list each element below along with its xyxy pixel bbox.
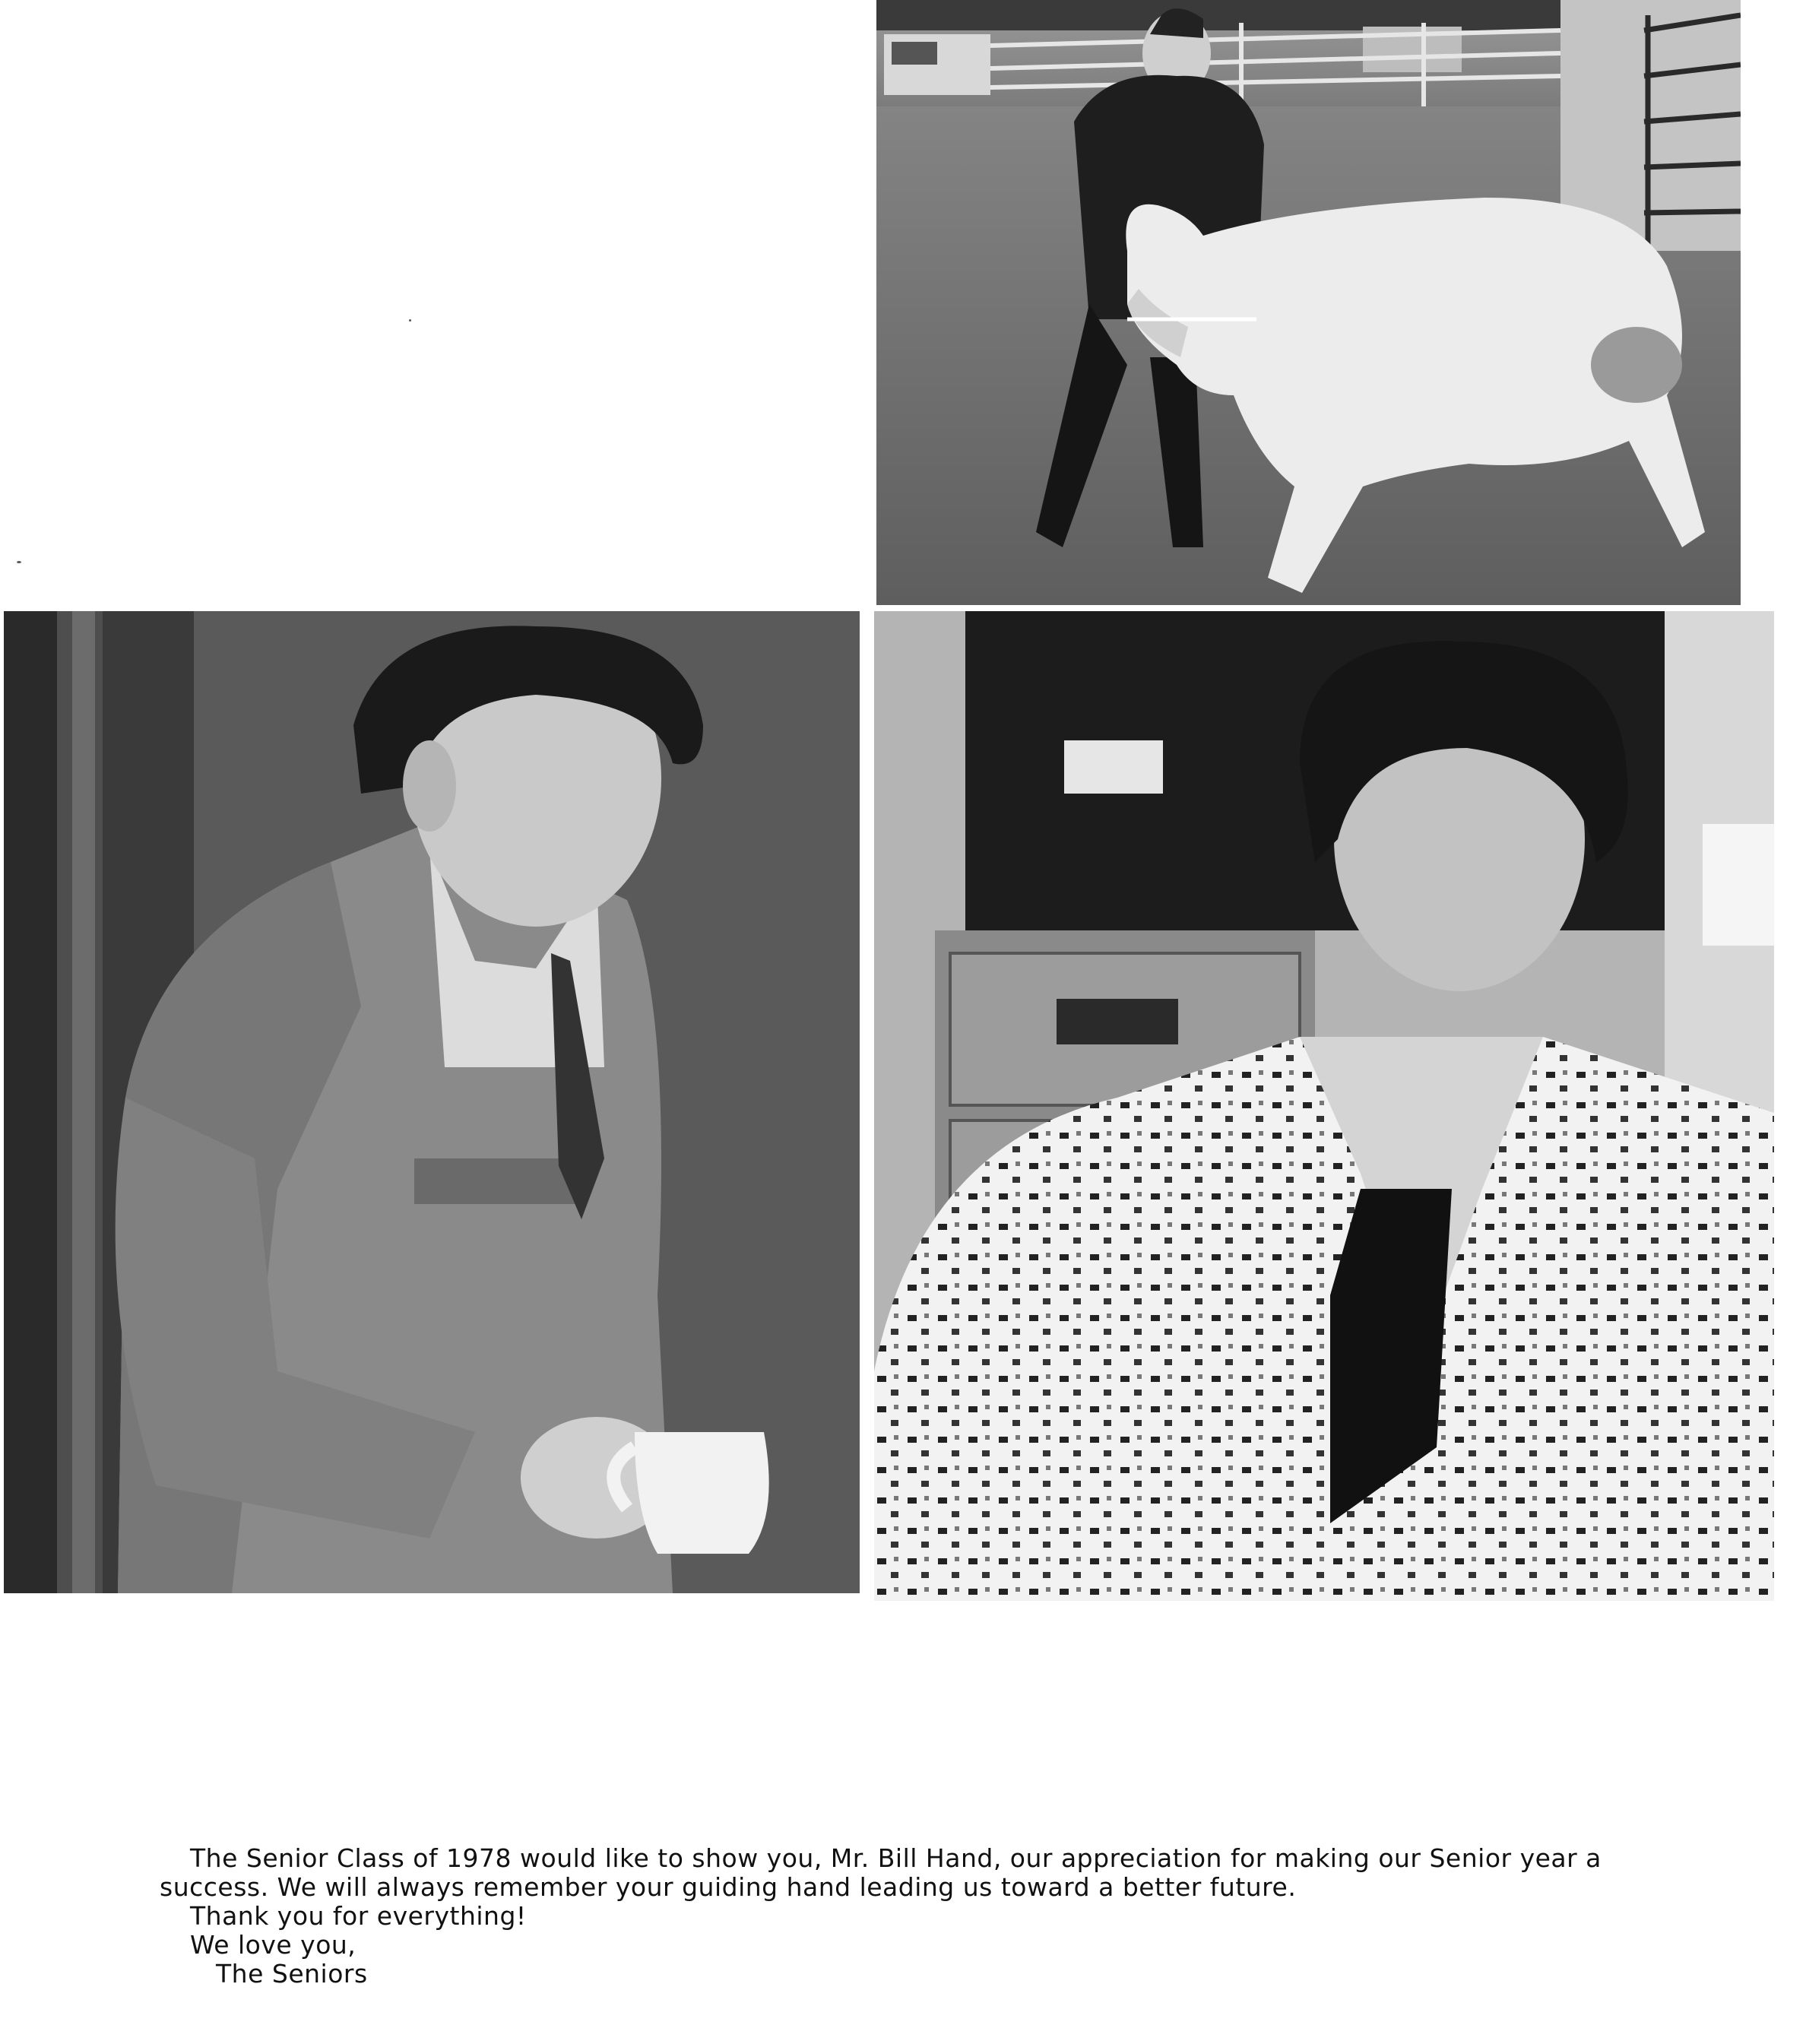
office-photo-image	[874, 611, 1774, 1601]
scan-speck	[17, 561, 21, 563]
caption-we-love-you: We love you,	[190, 1930, 356, 1960]
scan-speck	[409, 319, 411, 322]
dedication-caption	[160, 1844, 1649, 1989]
caption-signature: The Seniors	[216, 1959, 368, 1989]
coffee-photo-image	[4, 611, 860, 1593]
caption-thank-you: Thank you for everything!	[190, 1901, 527, 1931]
caption-paragraph: The Senior Class of 1978 would like to show you, Mr. Bill Hand, our appreciation for making our Senior year a success. We will always remember your guiding hand leading us toward a better future.	[160, 1843, 1602, 1902]
photo-man-in-office	[874, 611, 1774, 1601]
photo-man-with-coffee-cup	[4, 611, 860, 1593]
photo-cattle-handling	[876, 0, 1741, 605]
cattle-photo-image	[876, 0, 1741, 605]
